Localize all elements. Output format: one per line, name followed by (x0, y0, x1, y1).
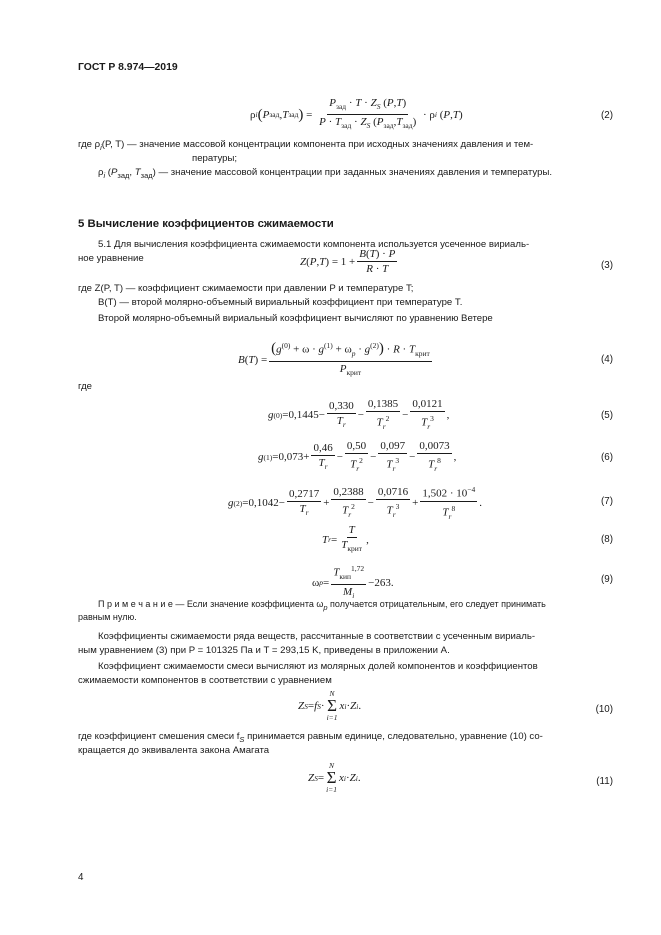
eq10-text-2: кращается до эквивалента закона Амагата (78, 745, 270, 756)
eq3-where-1: где Z(P, T) — коэффициент сжимаемости при давлении P и температуре T; (78, 283, 414, 294)
equation-2: ρ i ( P зад , T зад ) = $\frac{P_{зад} \cdot T \cdot Z_S (P,T)}{P \cdot T_{зад} \cdot Z_S (P_{зад},T_{зад})}$ · ρ i ( P , T ) (250, 97, 463, 131)
section-title: 5 Вычисление коэффициентов сжимаемости (78, 218, 334, 230)
equation-number: (9) (601, 574, 613, 585)
note-cont: равным нулю. (78, 612, 137, 622)
equation-7: g (2) = 0,1042 − $\frac{0,2717}{T_r}$ + $\frac{0,2388}{T_r^2}$ − $\frac{0,0716}{T_r^3}$ + $\frac{1,502 \cdot 10^{-4}}{T_r^8}$ . (228, 485, 482, 521)
equation-number: (6) (601, 452, 613, 463)
equation-4: B ( T ) = $\frac{(g^{(0)} + \omega \cdot g^{(1)} + \omega_p \cdot g^{(2)}) \cdot R \cdot T_{крит}}{P_{крит}}$ (238, 340, 430, 378)
paragraph-coeffs-1: Коэффициенты сжимаемости ряда веществ, рассчитанные в соответствии с усеченным вириаль- (98, 631, 536, 642)
equation-5: g (0) = 0,1445 − $\frac{0,330}{T_r}$ − $\frac{0,1385}{T_r^2}$ − $\frac{0,0121}{T_r^3}$ , (268, 398, 450, 431)
paragraph-5-1-line-1: 5.1 Для вычисления коэффициента сжимаемости компонента используется усеченное вириаль- (98, 239, 530, 250)
eq4-where: где (78, 381, 93, 392)
paragraph-wetere: Второй молярно-объемный вириальный коэффициент вычисляют по уравнению Ветере (98, 313, 493, 324)
equation-number: (2) (601, 110, 613, 121)
eq3-where-2: B(T) — второй молярно-объемный вириальный коэффициент при температуре T. (98, 297, 463, 308)
equation-11: Z S = N Σ i=1 x i · Z i . (308, 761, 361, 794)
paragraph-mixture-2: сжимаемости компонентов в соответствии с уравнением (78, 675, 332, 686)
document-header: ГОСТ Р 8.974—2019 (78, 62, 178, 73)
equation-number: (5) (601, 410, 613, 421)
equation-number: (7) (601, 496, 613, 507)
note: П р и м е ч а н и е — Если значение коэффициента $\omega_p$ получается отрицательным, его следует принимать (98, 599, 546, 612)
paragraph-mixture-1: Коэффициент сжимаемости смеси вычисляют из молярных долей компонентов и коэффициентов (98, 661, 538, 672)
page-number: 4 (78, 872, 84, 883)
equation-number: (10) (595, 704, 613, 715)
equation-9: ω p = $\frac{T_{кип}^{1,72}}{M_i}$ − 263 . (312, 564, 394, 601)
equation-number: (11) (596, 776, 613, 787)
paragraph-5-1-line-2: ное уравнение (78, 253, 144, 264)
eq2-where-1: где $\rho_i(P$, T) — значение массовой концентрации компонента при исходных значениях давления и тем- (78, 139, 534, 152)
equation-number: (3) (601, 260, 613, 271)
eq2-where-1-cont: пературы; (192, 153, 238, 164)
equation-10: Z S = f S · N Σ i=1 x i · Z i . (298, 689, 362, 722)
equation-number: (4) (601, 354, 613, 365)
equation-number: (8) (601, 534, 613, 545)
equation-6: g (1) = 0,073 + $\frac{0,46}{T_r}$ − $\frac{0,50}{T_r^2}$ − $\frac{0,097}{T_r^3}$ − $\frac{0,0073}{T_r^8}$ , (258, 440, 457, 473)
eq10-text-1: где коэффициент смешения смеси $f_S$ принимается равным единице, следовательно, уравнение (10) со- (78, 731, 543, 744)
eq2-where-2: $\rho_i$ ($P_{зад}$, $T_{зад}$) — значение массовой концентрации при заданных значениях давления и температуры. (98, 167, 553, 180)
equation-3: Z ( P , T ) = 1 + $\frac{B(T) \cdot P}{R \cdot T}$ (300, 248, 396, 275)
paragraph-coeffs-2: ным уравнением (3) при P = 101325 Па и T = 293,15 K, приведены в приложении А. (78, 645, 450, 656)
equation-8: T r = $\frac{T}{T_{крит}}$ , (322, 524, 369, 554)
